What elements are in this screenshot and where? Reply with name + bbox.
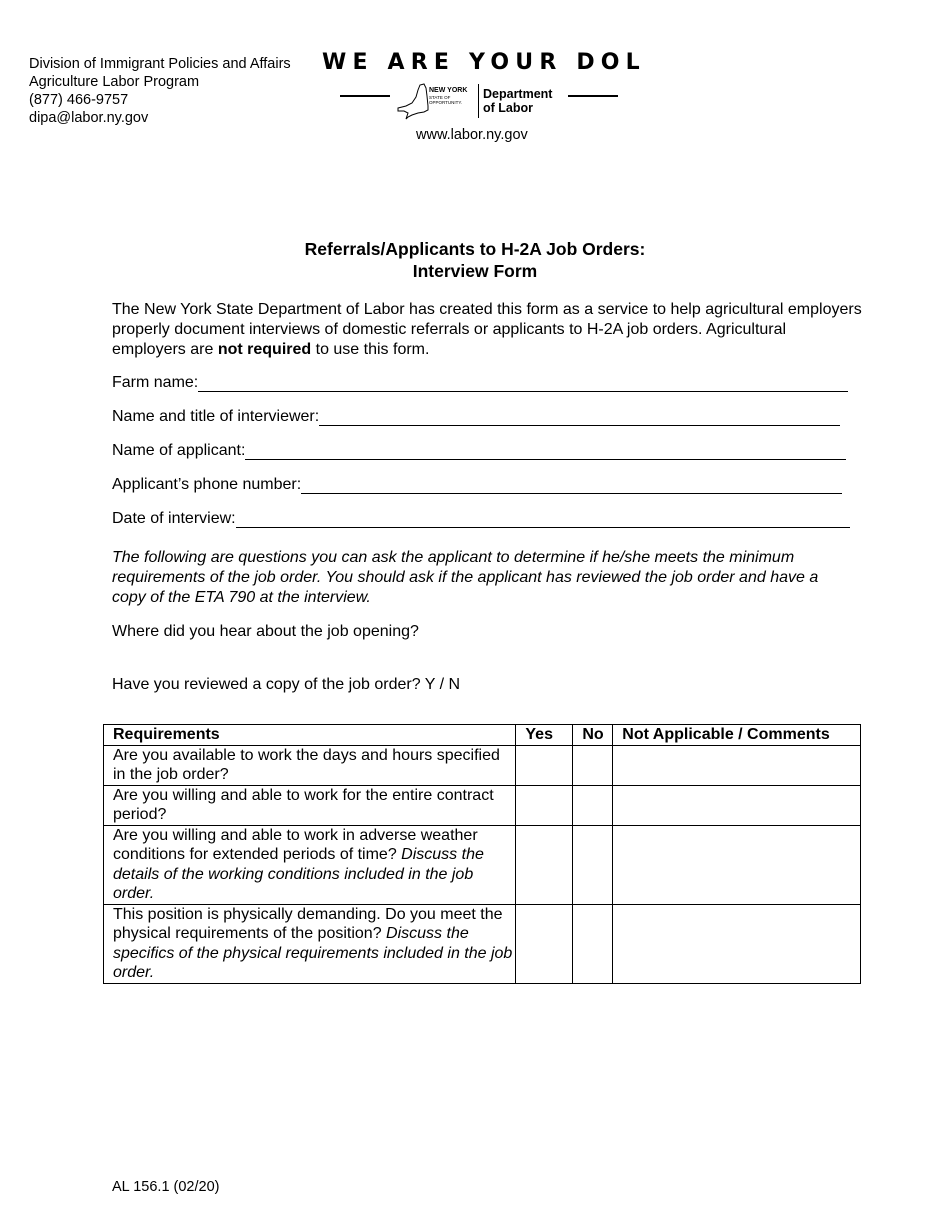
phone-label: Applicant’s phone number: (112, 476, 302, 493)
table-row (104, 825, 861, 904)
applicant-name-field (112, 442, 846, 460)
interviewer-field (112, 408, 840, 426)
intro-bold: not required (217, 341, 312, 358)
contact-email[interactable]: dipa@labor.ny.gov (29, 110, 149, 126)
new-york-state-icon (396, 82, 430, 120)
contact-phone: (877) 466-9757 (29, 92, 129, 108)
intro-text: The New York State Department of Labor has created this form as a service to help agricultural employers properly document interviews of domestic referrals or applicants to H-2A job orders. Agricultural employers are (112, 301, 862, 358)
interviewer-label: Name and title of interviewer: (112, 408, 320, 425)
intro-text-end: to use this form. (311, 341, 430, 358)
table-row (104, 745, 861, 785)
table-row (104, 904, 861, 983)
logo-rule-left (340, 95, 390, 97)
applicant-name-label: Name of applicant: (112, 442, 246, 459)
yes-cell[interactable] (516, 785, 573, 825)
date-label: Date of interview: (112, 510, 236, 527)
comments-cell[interactable] (613, 745, 861, 785)
question-hear-about: Where did you hear about the job opening? (112, 623, 419, 640)
requirement-text: Are you willing and able to work for the entire contract period? (113, 786, 494, 823)
requirement-text: This position is physically demanding. Do you meet the physical requirements of the position? (113, 905, 503, 942)
contact-block (29, 55, 291, 127)
contact-program: Agriculture Labor Program (29, 74, 200, 90)
comments-cell[interactable] (613, 825, 861, 904)
farm-name-input[interactable] (198, 377, 848, 392)
question-reviewed-order: Have you reviewed a copy of the job order? Y / N (112, 676, 461, 693)
logo-tagline-line1: STATE OF (429, 95, 451, 100)
form-number: AL 156.1 (02/20) (112, 1179, 220, 1195)
page-title (0, 238, 950, 282)
header-comments: Not Applicable / Comments (613, 725, 861, 746)
comments-cell[interactable] (613, 785, 861, 825)
applicant-name-input[interactable] (245, 445, 846, 460)
instructions-note: The following are questions you can ask the applicant to determine if he/she meets the minimum requirements of the job order. You should ask if the applicant has reviewed the job order and have a copy of the ETA 790 at the interview. (112, 549, 819, 606)
logo-dept-line1: Department (483, 87, 553, 101)
requirement-italic: Discuss the details of the working conditions included in the job order. (113, 846, 484, 902)
title-line1: Referrals/Applicants to H-2A Job Orders: (304, 239, 646, 259)
yes-cell[interactable] (516, 745, 573, 785)
requirement-italic: Discuss the specifics of the physical requirements included in the job order. (113, 925, 513, 981)
logo-department (483, 87, 552, 115)
table-header-row (104, 725, 861, 746)
date-input[interactable] (236, 513, 850, 528)
requirement-cell (104, 745, 516, 785)
table-row (104, 785, 861, 825)
requirement-text: Are you available to work the days and hours specified in the job order? (113, 746, 500, 783)
logo-tagline-line2: OPPORTUNITY. (429, 100, 463, 105)
header-yes: Yes (516, 725, 573, 746)
requirement-cell (104, 785, 516, 825)
dol-logo (338, 82, 620, 122)
logo-state-name: NEW YORK (429, 87, 468, 94)
logo-state-tagline (429, 95, 462, 105)
requirement-text: Are you willing and able to work in adverse weather conditions for extended periods of time? (113, 826, 478, 863)
logo-dept-line2: of Labor (483, 101, 533, 115)
contact-division: Division of Immigrant Policies and Affairs (29, 56, 291, 72)
yes-cell[interactable] (516, 904, 573, 983)
website-link[interactable]: www.labor.ny.gov (416, 127, 528, 143)
no-cell[interactable] (573, 785, 613, 825)
yes-cell[interactable] (516, 825, 573, 904)
title-line2: Interview Form (412, 261, 538, 281)
comments-cell[interactable] (613, 904, 861, 983)
farm-name-field (112, 374, 848, 392)
no-cell[interactable] (573, 745, 613, 785)
header-no: No (573, 725, 613, 746)
requirement-cell (104, 904, 516, 983)
slogan: WE ARE YOUR DOL (322, 50, 646, 75)
farm-name-label: Farm name: (112, 374, 199, 391)
requirement-cell (104, 825, 516, 904)
interviewer-input[interactable] (319, 411, 840, 426)
header-requirements: Requirements (104, 725, 516, 746)
requirements-table (103, 724, 861, 984)
phone-input[interactable] (301, 479, 842, 494)
no-cell[interactable] (573, 825, 613, 904)
logo-divider (478, 84, 479, 118)
logo-rule-right (568, 95, 618, 97)
intro-paragraph (112, 300, 862, 360)
no-cell[interactable] (573, 904, 613, 983)
phone-field (112, 476, 842, 494)
date-field (112, 510, 850, 528)
